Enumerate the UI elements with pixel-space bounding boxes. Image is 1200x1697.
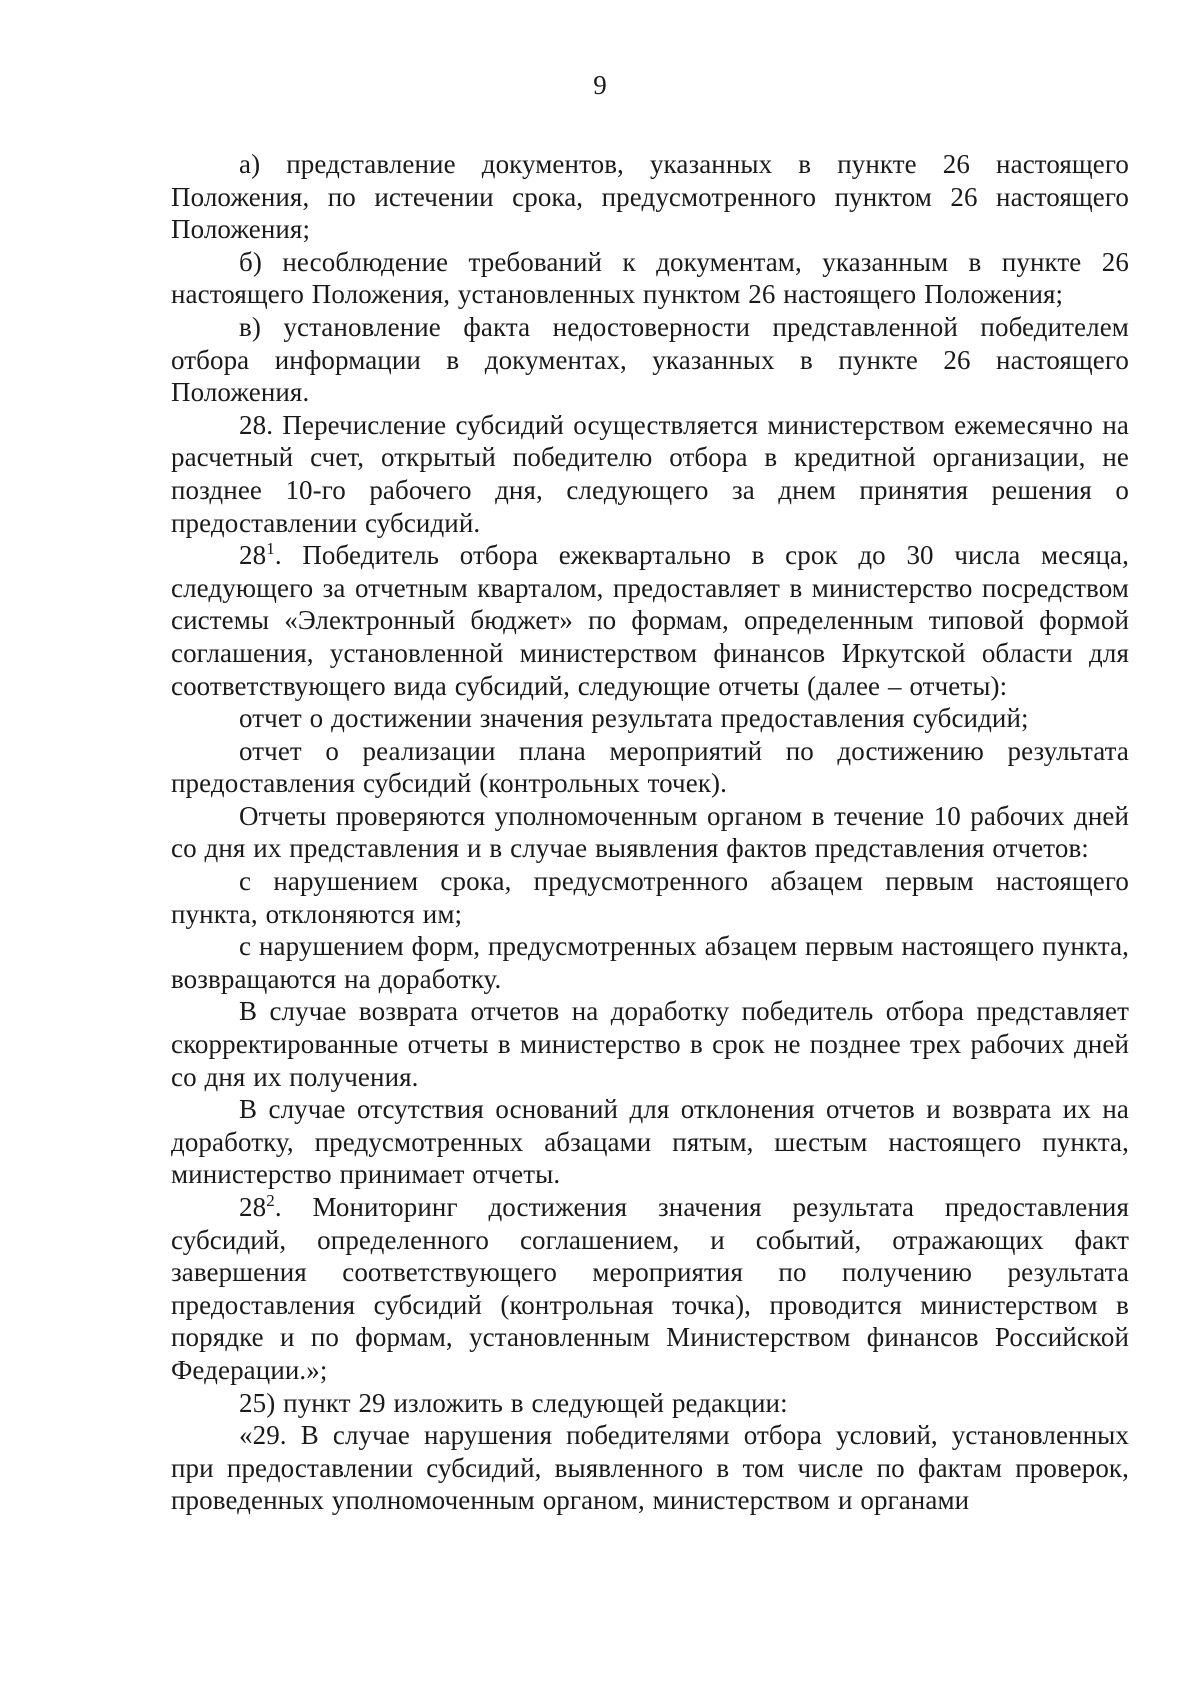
paragraph-report-plan: отчет о реализации плана мероприятий по достижению результата предоставления субсидий (контрольных точек).	[171, 735, 1129, 799]
clause-superscript: 1	[266, 539, 275, 559]
page-number: 9	[593, 70, 607, 100]
paragraph-item-b: б) несоблюдение требований к документам, указанным в пункте 26 настоящего Положения, установленных пунктом 26 настоящего Положения;	[171, 246, 1129, 310]
paragraph-clause-28-2	[171, 1191, 1129, 1387]
clause-text: . Мониторинг достижения значения результата предоставления субсидий, определенного соглашением, и событий, отражающих факт завершения соответствующего мероприятия по получению результата предоставления субсидий (контрольная точка), проводится министерством в порядке и по формам, установленным Министерством финансов Российской Федерации.»;	[171, 1192, 1129, 1385]
paragraph-accept-reports: В случае отсутствия оснований для отклонения отчетов и возврата их на доработку, предусмотренных абзацами пятым, шестым настоящего пункта, министерство принимает отчеты.	[171, 1094, 1129, 1190]
paragraph-clause-29: «29. В случае нарушения победителями отбора условий, установленных при предоставлении субсидий, выявленного в том числе по фактам проверок, проведенных уполномоченным органом, министерством и органами	[171, 1420, 1129, 1516]
document-body	[171, 148, 1129, 1517]
paragraph-deadline-violation: с нарушением срока, предусмотренного абзацем первым настоящего пункта, отклоняются им;	[171, 866, 1129, 929]
paragraph-item-a: а) представление документов, указанных в пункте 26 настоящего Положения, по истечении срока, предусмотренного пунктом 26 настоящего Положения;	[171, 149, 1129, 245]
paragraph-return-reports: В случае возврата отчетов на доработку победитель отбора представляет скорректированные отчеты в министерство в срок не позднее трех рабочих дней со дня их получения.	[171, 996, 1129, 1092]
clause-text: . Победитель отбора ежеквартально в срок до 30 числа месяца, следующего за отчетным кварталом, предоставляет в министерство посредством системы «Электронный бюджет» по формам, определенным типовой формой соглашения, установленной министерством финансов Иркутской области для соответствующего вида субсидий, следующие отчеты (далее – отчеты):	[171, 540, 1129, 701]
paragraph-report-results: отчет о достижении значения результата предоставления субсидий;	[239, 703, 1029, 734]
paragraph-reports-check: Отчеты проверяются уполномоченным органом в течение 10 рабочих дней со дня их представления и в случае выявления фактов представления отчетов:	[171, 800, 1129, 864]
paragraph-clause-28: 28. Перечисление субсидий осуществляется министерством ежемесячно на расчетный счет, открытый победителю отбора в кредитной организации, не позднее 10-го рабочего дня, следующего за днем принятия решения о предоставлении субсидий.	[171, 409, 1129, 538]
paragraph-item-v: в) установление факта недостоверности представленной победителем отбора информации в документах, указанных в пункте 26 настоящего Положения.	[171, 311, 1129, 408]
paragraph-item-25: 25) пункт 29 изложить в следующей редакции:	[239, 1387, 788, 1418]
clause-superscript: 2	[266, 1191, 275, 1210]
paragraph-clause-28-1	[171, 539, 1129, 702]
clause-number: 28	[239, 540, 267, 571]
paragraph-form-violation: с нарушением форм, предусмотренных абзацем первым настоящего пункта, возвращаются на доработку.	[171, 931, 1129, 994]
clause-number: 28	[239, 1192, 267, 1222]
